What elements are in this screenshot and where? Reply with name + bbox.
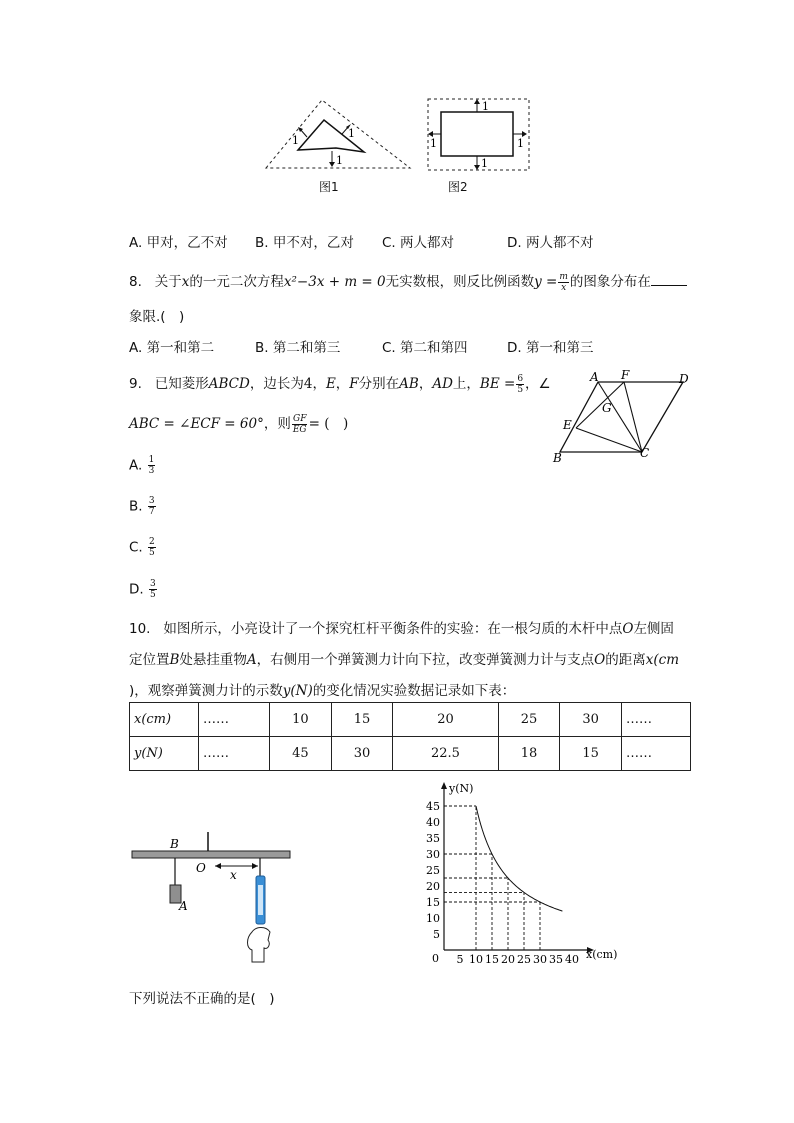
rhombus-label-g: G	[602, 401, 612, 415]
table-cell: ……	[199, 703, 270, 737]
graph-y-tick-label: 15	[426, 896, 440, 909]
table-cell: 20	[393, 703, 498, 737]
q10-line1: 10. 如图所示，小亮设计了一个探究杠杆平衡条件的实验：在一根匀质的木杆中点O左侧固	[129, 621, 674, 637]
graph-y-tick-label: 10	[426, 912, 440, 925]
graph-x-tick-label: 20	[501, 953, 515, 966]
q10-line2: 定位置B处悬挂重物A，右侧用一个弹簧测力计向下拉，改变弹簧测力计与支点O的距离x(cm	[129, 652, 679, 668]
lever-label-b: B	[170, 837, 179, 851]
fig2-label-right: 1	[517, 137, 524, 150]
q10-graph	[414, 780, 624, 970]
rhombus-label-b: B	[553, 451, 562, 465]
q10-bottom-question: 下列说法不正确的是( )	[129, 991, 275, 1007]
q9-line2: ABC = ∠ECF = 60°，则 $\frac{GF}{EG}$ = ( )	[129, 413, 349, 435]
graph-x-tick-label: 15	[485, 953, 499, 966]
table-header-y: y(N)	[130, 737, 199, 771]
table-cell: 18	[498, 737, 560, 771]
figure-1-caption: 图1	[319, 180, 339, 194]
q8-line2: 象限.( )	[129, 309, 185, 325]
rhombus-label-d: D	[679, 372, 689, 386]
figure-2-caption: 图2	[448, 180, 468, 194]
q7-option-a: A. 甲对，乙不对	[129, 235, 228, 251]
graph-y-tick-label: 35	[426, 832, 440, 845]
figure-1-triangle	[262, 96, 414, 176]
graph-y-tick-label: 45	[426, 800, 440, 813]
graph-y-axis-label: y(N)	[449, 782, 474, 795]
q8-stem: 8. 关于x的一元二次方程x²−3x + m = 0无实数根，则反比例函数y = $\frac{m}{x}$ 的图象分布在	[129, 270, 687, 293]
q8-option-c: C. 第二和第四	[382, 340, 468, 356]
table-row	[130, 703, 691, 737]
graph-y-tick-label: 25	[426, 864, 440, 877]
graph-x-axis-label: x(cm)	[586, 948, 618, 961]
fig2-label-left: 1	[430, 137, 437, 150]
table-cell: 30	[560, 703, 622, 737]
graph-x-tick-label: 5	[456, 953, 464, 966]
table-cell: ……	[622, 737, 691, 771]
q9-option-d: D. $\frac{3}{5}$	[129, 579, 156, 600]
lever-label-o: O	[196, 861, 206, 875]
graph-x-tick-label: 30	[533, 953, 547, 966]
rhombus-label-f: F	[621, 368, 630, 382]
figure-2-rectangle	[426, 97, 532, 173]
table-cell: 10	[270, 703, 332, 737]
table-cell: 25	[498, 703, 560, 737]
q8-option-a: A. 第一和第二	[129, 340, 215, 356]
q9-option-c: C. $\frac{2}{5}$	[129, 537, 155, 558]
q8-blank	[651, 273, 687, 286]
graph-x-tick-label: 40	[565, 953, 579, 966]
table-row	[130, 737, 691, 771]
q8-fraction: $\frac{m}{x}$	[559, 271, 568, 293]
table-cell: ……	[622, 703, 691, 737]
graph-y-tick-label: 20	[426, 880, 440, 893]
fig1-label-bottom: 1	[336, 154, 343, 167]
table-cell: 30	[331, 737, 393, 771]
table-cell: ……	[199, 737, 270, 771]
graph-y-tick-label: 5	[433, 928, 440, 941]
q7-option-b: B. 甲不对，乙对	[255, 235, 354, 251]
table-cell: 15	[331, 703, 393, 737]
q9-be-fraction: $\frac{6}{5}$	[517, 373, 524, 395]
fig1-label-left: 1	[292, 134, 299, 147]
q9-option-a: A. $\frac{1}{3}$	[129, 455, 155, 476]
table-cell: 22.5	[393, 737, 498, 771]
q9-rhombus-figure	[548, 366, 698, 466]
graph-x-tick-label: 25	[517, 953, 531, 966]
rhombus-label-a: A	[590, 370, 599, 384]
graph-curve	[476, 806, 562, 911]
table-cell: 15	[560, 737, 622, 771]
q10-data-table	[129, 702, 691, 771]
lever-label-a: A	[179, 899, 188, 913]
q10-lever-figure	[128, 828, 296, 968]
graph-x-tick-label: 35	[549, 953, 563, 966]
table-header-x: x(cm)	[130, 703, 199, 737]
q9-stem: 9. 已知菱形ABCD，边长为4，E，F分别在AB，AD上，BE = $\frac{6}{5}$ ，∠	[129, 373, 551, 395]
fig2-label-top: 1	[482, 100, 489, 113]
q8-equation: x²−3x + m = 0	[283, 274, 386, 290]
graph-origin: 0	[432, 952, 439, 965]
q10-line3: )，观察弹簧测力计的示数y(N)的变化情况实验数据记录如下表：	[129, 683, 516, 699]
q8-option-b: B. 第二和第三	[255, 340, 341, 356]
graph-x-tick-label: 10	[469, 953, 483, 966]
q8-option-d: D. 第一和第三	[507, 340, 594, 356]
q9-ratio-fraction: $\frac{GF}{EG}$	[292, 413, 307, 435]
q9-option-b: B. $\frac{3}{7}$	[129, 496, 155, 517]
q7-option-d: D. 两人都不对	[507, 235, 594, 251]
rhombus-label-e: E	[563, 418, 572, 432]
q7-option-c: C. 两人都对	[382, 235, 455, 251]
table-cell: 45	[270, 737, 332, 771]
rhombus-label-c: C	[640, 446, 650, 460]
fig2-label-bottom: 1	[481, 157, 488, 170]
lever-label-x: x	[230, 868, 237, 882]
graph-y-tick-label: 40	[426, 816, 440, 829]
fig1-label-right: 1	[348, 127, 355, 140]
graph-y-tick-label: 30	[426, 848, 440, 861]
